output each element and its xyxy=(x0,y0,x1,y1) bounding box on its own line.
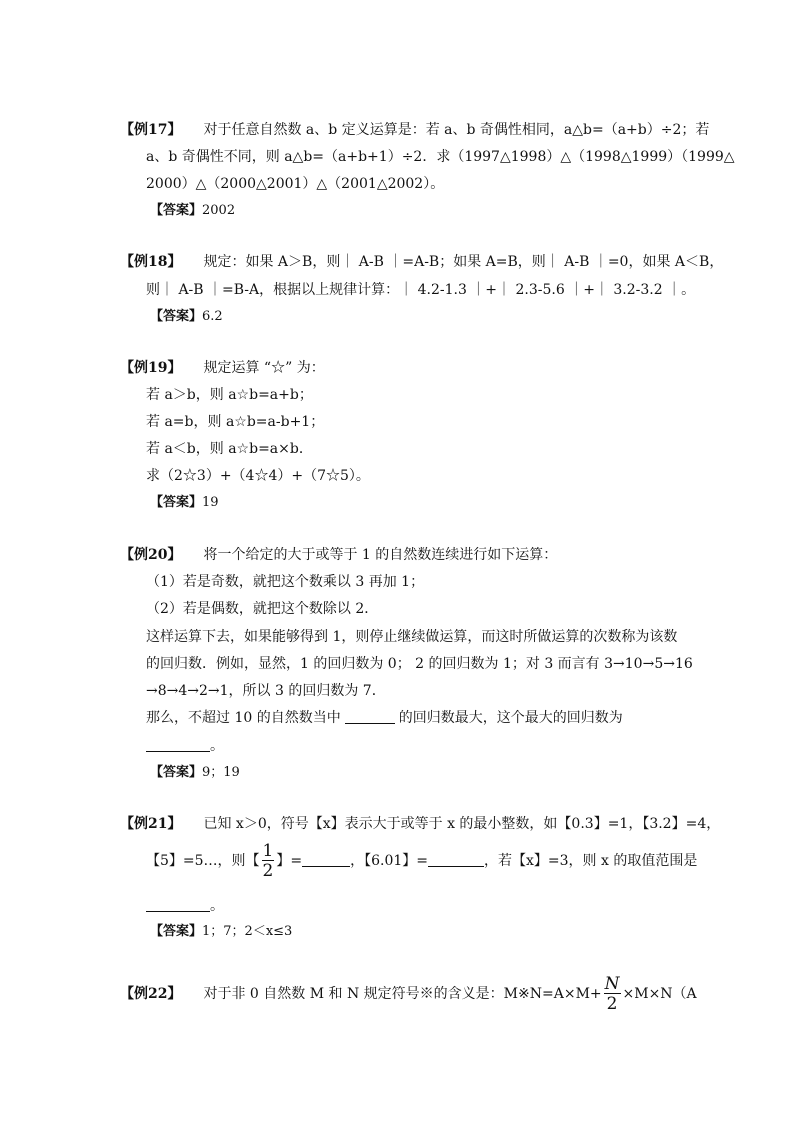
example-20-first-line xyxy=(120,545,557,565)
answer-line xyxy=(150,493,219,513)
answer-blank xyxy=(146,737,210,752)
example-label: 【例20】 xyxy=(120,547,182,563)
fill-in-line xyxy=(146,841,697,881)
example-text: 对于非 0 自然数 M 和 N 规定符号※的含义是：M※N=A×M+ xyxy=(203,986,602,1002)
example-label: 【例22】 xyxy=(120,986,182,1002)
example-text: 。 xyxy=(210,898,224,914)
answer-line xyxy=(150,922,292,942)
fraction xyxy=(604,973,621,1014)
answer-value: 19 xyxy=(202,495,219,510)
answer-line xyxy=(150,763,240,783)
answer-line xyxy=(150,201,235,221)
answer-value: 9；19 xyxy=(202,765,240,780)
example-label: 【例18】 xyxy=(120,254,182,270)
example-19-first-line xyxy=(120,358,325,378)
answer-value: 6.2 xyxy=(202,309,223,324)
example-text: 则｜ A-B ｜=B-A，根据以上规律计算：｜ 4.2-1.3 ｜+｜ 2.3-5.6 ｜+｜ 3.2-3.2 ｜。 xyxy=(146,282,696,298)
example-text: 若 a＜b，则 a☆b=a×b． xyxy=(146,441,313,457)
example-text: （2）若是偶数，就把这个数除以 2． xyxy=(146,601,379,617)
fraction xyxy=(262,840,275,881)
example-text: （1）若是奇数，就把这个数乘以 3 再加 1； xyxy=(146,574,425,590)
answer-tag: 【答案】 xyxy=(150,765,203,780)
answer-tag: 【答案】 xyxy=(150,924,203,939)
example-label: 【例17】 xyxy=(120,122,182,138)
answer-line xyxy=(150,307,223,327)
example-text: 的回归数最大，这个最大的回归数为 xyxy=(398,710,623,726)
example-18-first-line xyxy=(120,252,723,272)
answer-value: 2002 xyxy=(202,203,236,218)
answer-tag: 【答案】 xyxy=(150,495,203,510)
example-text: a、b 奇偶性不同，则 a△b=（a+b+1）÷2．求（1997△1998）△（1998△1999）（1999△ xyxy=(146,149,735,165)
example-text: ，若【x】=3，则 x 的取值范围是 xyxy=(484,853,698,869)
fill-in-line xyxy=(146,708,623,728)
answer-tag: 【答案】 xyxy=(150,309,203,324)
fraction-denominator: 2 xyxy=(262,860,274,881)
example-text: 求（2☆3）+（4☆4）+（7☆5）。 xyxy=(146,468,370,484)
fill-in-line xyxy=(146,896,224,916)
example-text: ×M×N（A xyxy=(622,986,697,1002)
example-17-first-line xyxy=(120,120,709,140)
example-label: 【例21】 xyxy=(120,816,182,832)
example-text: 【5】=5…，则【 xyxy=(146,853,260,869)
example-text: 】= xyxy=(276,853,303,869)
fill-in-line xyxy=(146,736,224,756)
example-22-first-line xyxy=(120,972,697,1016)
example-text: 的回归数．例如，显然，1 的回归数为 0； 2 的回归数为 1；对 3 而言有 3→10→5→16 xyxy=(146,656,693,672)
example-text: 。 xyxy=(210,738,224,754)
example-text: 2000）△（2000△2001）△（2001△2002）。 xyxy=(146,176,445,192)
example-text: 将一个给定的大于或等于 1 的自然数连续进行如下运算： xyxy=(203,547,558,563)
example-text: 若 a＞b，则 a☆b=a+b； xyxy=(146,387,313,403)
example-text: ，【6.01】= xyxy=(350,853,429,869)
example-text: 那么，不超过 10 的自然数当中 xyxy=(146,710,341,726)
answer-value: 1；7；2＜x≤3 xyxy=(202,924,293,939)
example-label: 【例19】 xyxy=(120,360,182,376)
example-text: 规定运算 “☆” 为： xyxy=(203,360,325,376)
example-text: →8→4→2→1，所以 3 的回归数为 7． xyxy=(146,683,386,699)
example-text: 若 a=b，则 a☆b=a-b+1； xyxy=(146,414,325,430)
answer-blank xyxy=(345,709,395,724)
fraction-numerator: N xyxy=(604,973,620,994)
example-text: 规定：如果 A＞B，则｜ A-B ｜=A-B；如果 A=B，则｜ A-B ｜=0，如果 A＜B， xyxy=(203,254,724,270)
example-text: 这样运算下去，如果能够得到 1，则停止继续做运算，而这时所做运算的次数称为该数 xyxy=(146,629,678,645)
answer-blank xyxy=(428,852,484,867)
example-text: 对于任意自然数 a、b 定义运算是：若 a、b 奇偶性相同，a△b=（a+b）÷2；若 xyxy=(203,122,710,138)
answer-blank xyxy=(302,852,350,867)
answer-tag: 【答案】 xyxy=(150,203,203,218)
fraction-numerator: 1 xyxy=(262,840,274,861)
answer-blank xyxy=(146,897,210,912)
fraction-denominator: 2 xyxy=(604,993,621,1013)
example-text: 已知 x＞0，符号【x】表示大于或等于 x 的最小整数，如【0.3】=1，【3.2】=4， xyxy=(203,816,721,832)
example-21-first-line xyxy=(120,814,720,834)
